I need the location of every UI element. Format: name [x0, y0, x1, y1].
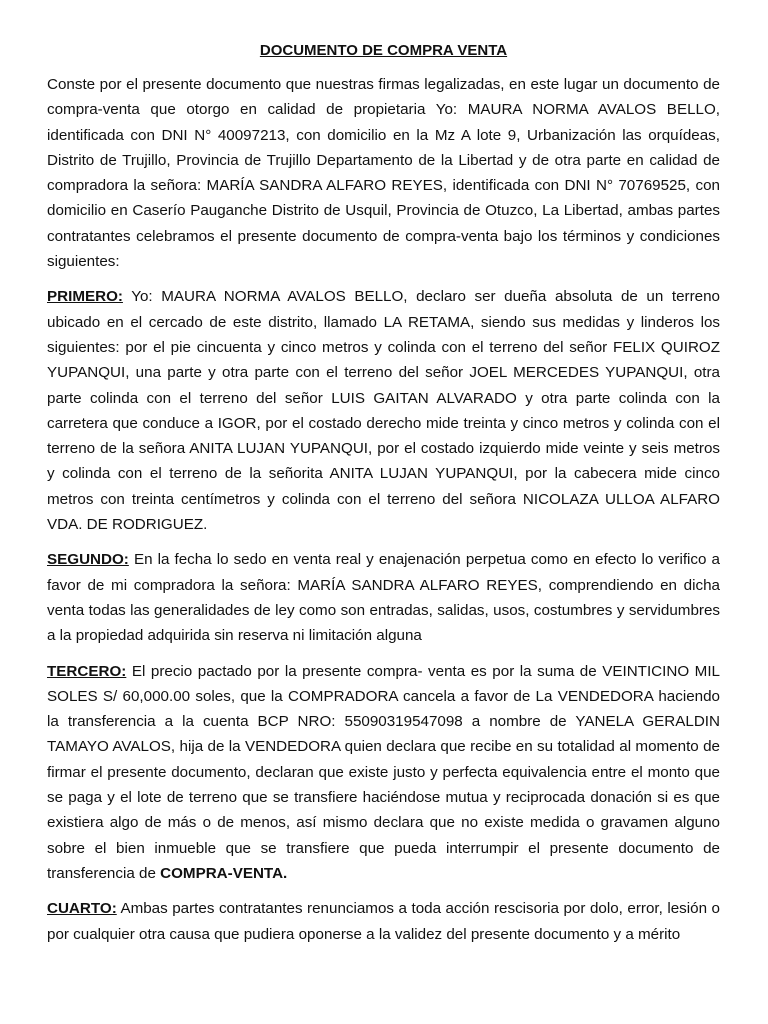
clause-primero-text: Yo: MAURA NORMA AVALOS BELLO, declaro ser dueña absoluta de un terreno ubicado en el cercado de este distrito, llamado LA RETAMA, siendo sus medidas y linderos los siguientes: por el pie cincuenta y cinco metros y colinda con el terreno del señor FELIX QUIROZ YUPANQUI, una parte y otra parte con el terreno del señor JOEL MERCEDES YUPANQUI, otra parte colinda con el terreno del señor LUIS GAITAN ALVARADO y otra parte colinda con la carretera que conduce a IGOR, por el costado derecho mide treinta y cinco metros y colinda con el terreno de la señora ANITA LUJAN YUPANQUI, por el costado izquierdo mide veinte y seis metros y colinda con el terreno de la señorita ANITA LUJAN YUPANQUI, por la cabecera mide cinco metros con treinta centímetros y colinda con el terreno del señora NICOLAZA ULLOA ALFARO VDA. DE RODRIGUEZ.	[47, 288, 721, 534]
clause-tercero-text: El precio pactado por la presente compra- venta es por la suma de VEINTICINO MIL SOLES S/ 60,000.00 soles, que la COMPRADORA cancela a favor de La VENDEDORA haciendo la transferencia a la cuenta BCP NRO: 55090319547098 a nombre de YANELA GERALDIN TAMAYO AVALOS, hija de la VENDEDORA quien declara que recibe en su totalidad al momento de firmar el presente documento, declaran que existe justo y perfecta equivalencia entre el monto que se paga y el lote de terreno que se transfiere haciéndose mutua y reciprocada donación si es que existiera algo de más o de menos, así mismo declara que no existe medida o gravamen alguno sobre el bien inmueble que se transfiere que pueda interrumpir el presente documento de transferencia de	[47, 662, 720, 882]
clause-cuarto-label: CUARTO:	[47, 900, 117, 918]
clause-segundo-label: SEGUNDO:	[47, 551, 129, 569]
clause-cuarto-text: Ambas partes contratantes renunciamos a toda acción rescisoria por dolo, error, lesión o por cualquier otra causa que pudiera oponerse a la validez del presente documento y a mérito	[47, 900, 720, 943]
clause-tercero-emphasis: COMPRA-VENTA.	[160, 864, 288, 882]
document-title: DOCUMENTO DE COMPRA VENTA	[259, 42, 508, 59]
intro-text: Conste por el presente documento que nuestras firmas legalizadas, en este lugar un documento de compra-venta que otorgo en calidad de propietaria Yo: MAURA NORMA AVALOS BELLO, identificada con DNI N° 40097213, con domicilio en la Mz A lote 9, Urbanización las orquídeas, Distrito de Trujillo, Provincia de Trujillo Departamento de la Libertad y de otra parte en calidad de compradora la señora: MARÍA SANDRA ALFARO REYES, identificada con DNI N° 70769525, con domicilio en Caserío Pauganche Distrito de Usquil, Provincia de Otuzco, La Libertad, ambas partes contratantes celebramos el presente documento de compra-venta bajo los términos y condiciones siguientes:	[47, 76, 720, 271]
intro-paragraph	[47, 72, 720, 274]
clause-tercero	[47, 659, 720, 887]
clause-primero	[47, 284, 720, 537]
clause-segundo	[47, 547, 720, 648]
clause-tercero-label: TERCERO:	[47, 662, 127, 680]
clause-segundo-text: En la fecha lo sedo en venta real y enajenación perpetua como en efecto lo verifico a favor de mi compradora la señora: MARÍA SANDRA ALFARO REYES, comprendiendo en dicha venta todas las generalidades de ley como son entradas, salidas, usos, costumbres y servidumbres a la propiedad adquirida sin reserva ni limitación alguna	[47, 551, 720, 645]
document-page	[47, 40, 720, 957]
clause-cuarto	[47, 896, 720, 947]
clause-primero-label: PRIMERO:	[47, 288, 123, 306]
